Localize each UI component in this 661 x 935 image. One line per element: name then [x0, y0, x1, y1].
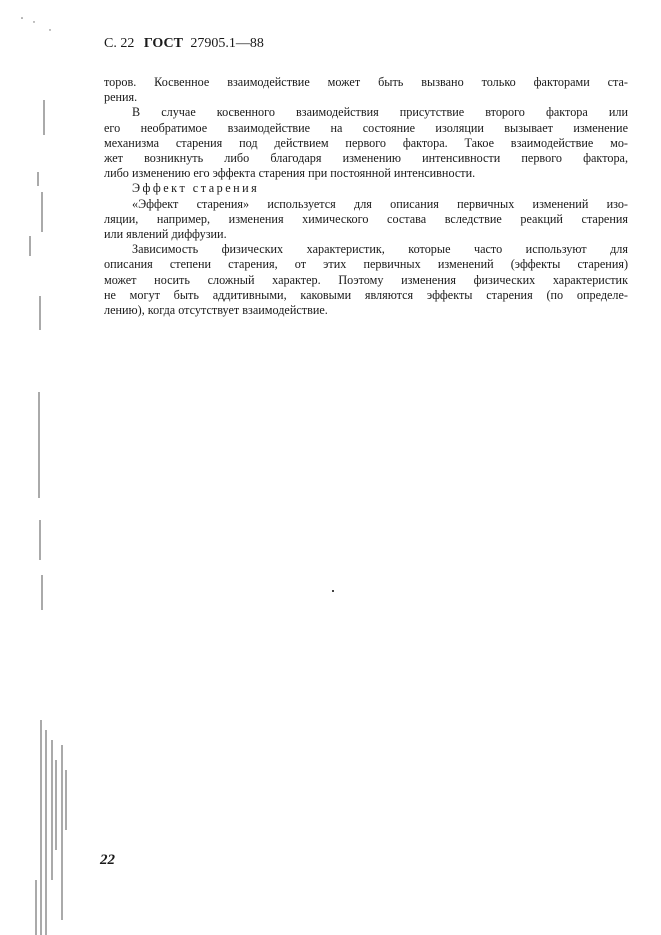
paragraph-indirect-interaction — [104, 105, 628, 181]
text-line: его необратимое взаимодействие на состояние изоляции вызывает изменение — [104, 120, 628, 135]
page-number: 22 — [100, 852, 115, 868]
text-line: либо изменению его эффекта старения при постоянной интенсивности. — [104, 166, 476, 181]
text-line: торов. Косвенное взаимодействие может быть вызвано только факторами ста- — [104, 75, 628, 89]
paragraph-aging-effect — [104, 197, 628, 243]
margin-scan-marks — [0, 0, 80, 935]
page-header — [104, 36, 264, 52]
text-line: «Эффект старения» используется для описания первичных изменений изо- — [132, 196, 628, 211]
heading-aging-effect: Эффект старения — [132, 181, 260, 196]
text-line: В случае косвенного взаимодействия присутствие второго фактора или — [132, 105, 628, 120]
standard-label: ГОСТ — [143, 36, 183, 51]
scan-speck — [332, 590, 334, 592]
text-line: лению), когда отсутствует взаимодействие. — [104, 303, 328, 318]
text-line: жет возникнуть либо благодаря изменению интенсивности первого фактора, — [104, 151, 628, 166]
page-reference: С. 22 — [104, 36, 135, 51]
text-line: рения. — [104, 90, 138, 105]
text-line: описания степени старения, от этих первичных изменений (эффекты старения) — [104, 257, 628, 272]
text-line: или явлений диффузии. — [104, 227, 227, 242]
paragraph-continuation — [104, 75, 628, 105]
standard-number: 27905.1—88 — [190, 36, 264, 51]
paragraph-physical-characteristics — [104, 242, 628, 318]
text-line: Зависимость физических характеристик, которые часто используют для — [132, 242, 628, 257]
text-line: ляции, например, изменения химического состава вследствие реакций старения — [104, 211, 628, 226]
body-text — [104, 75, 628, 318]
text-line: не могут быть аддитивными, каковыми являются эффекты старения (по определе- — [104, 287, 628, 302]
text-line: может носить сложный характер. Поэтому изменения физических характеристик — [104, 272, 628, 287]
section-heading — [104, 181, 628, 196]
text-line: механизма старения под действием первого фактора. Такое взаимодействие мо- — [104, 135, 628, 150]
